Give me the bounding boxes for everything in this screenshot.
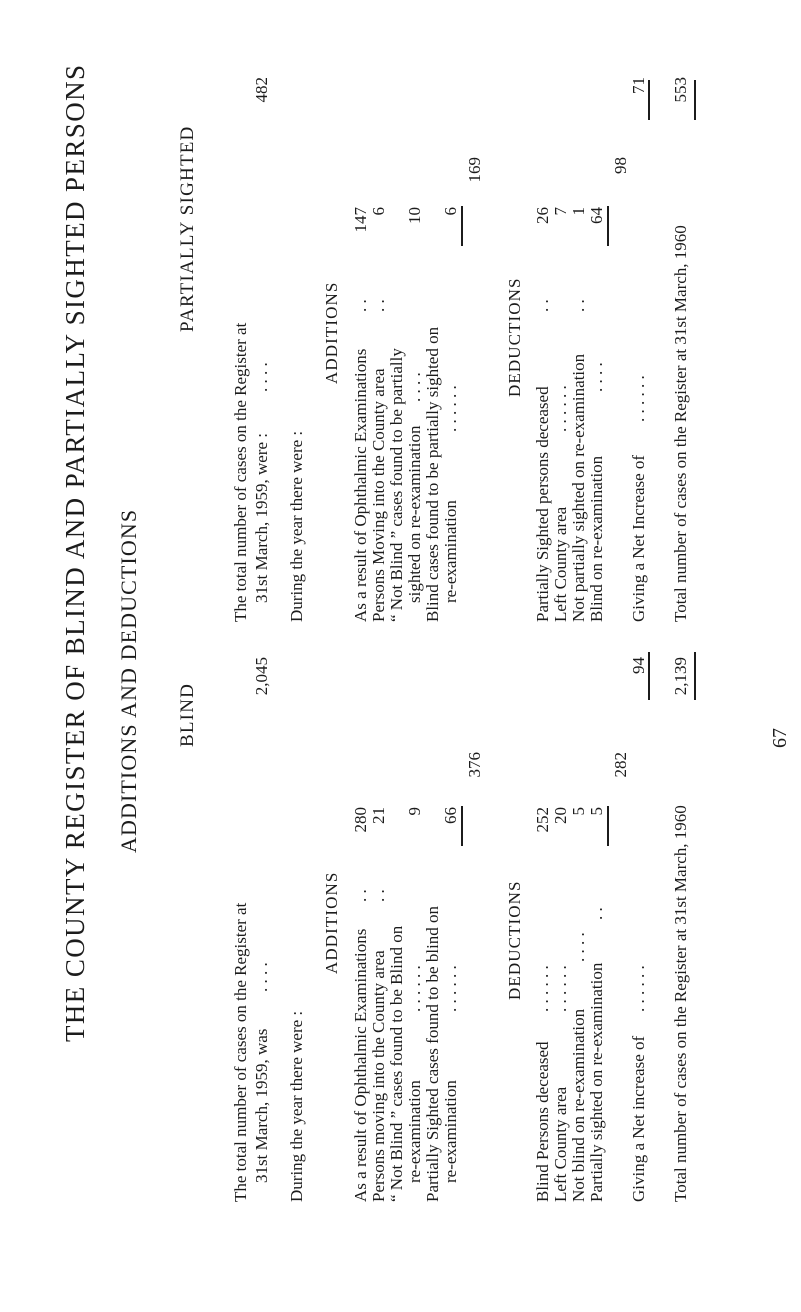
partial-additions-heading: ADDITIONS bbox=[322, 281, 341, 384]
partial-net-leaders: . . . . . . bbox=[629, 375, 648, 422]
blind-addition-text: “ Not Blind ” cases found to be Blind on bbox=[387, 925, 406, 1202]
partial-during-label: During the year there were : bbox=[287, 430, 306, 622]
partial-addition-leaders: . . bbox=[369, 299, 388, 312]
blind-addition-value: 280 bbox=[351, 807, 370, 833]
blind-deduction-leaders: . . . . bbox=[569, 932, 588, 962]
partial-additions-total: 169 bbox=[465, 157, 484, 183]
partial-deduction-leaders: . . bbox=[533, 299, 552, 312]
partial-deduction-value: 64 bbox=[587, 207, 606, 224]
blind-opening-leaders: . . . . bbox=[252, 962, 271, 992]
partial-deductions-total: 98 bbox=[611, 157, 630, 174]
blind-heading: BLIND bbox=[177, 682, 198, 747]
partial-deduction-text: Left County area bbox=[551, 506, 570, 622]
partial-deduction-leaders: . . . . bbox=[587, 362, 606, 392]
blind-addition-value: 66 bbox=[441, 807, 460, 824]
partial-deduction-value: 26 bbox=[533, 207, 552, 224]
partial-net-rule bbox=[648, 80, 650, 120]
blind-deduction-leaders: . . bbox=[587, 907, 606, 920]
partial-addition-leaders: . . . . bbox=[405, 372, 424, 402]
blind-addition-leaders: . . bbox=[351, 889, 370, 902]
partial-addition-text: “ Not Blind ” cases found to be partially bbox=[387, 348, 406, 622]
partial-addition-text: Persons Moving into the County area bbox=[369, 368, 388, 622]
blind-deduction-text: Left County area bbox=[551, 1086, 570, 1202]
partial-addition-text: Blind cases found to be partially sighted on bbox=[423, 326, 442, 622]
blind-opening-line2: 31st March, 1959, was bbox=[252, 1028, 271, 1183]
partial-final-text: Total number of cases on the Register at 31st March, 1960 bbox=[671, 225, 690, 622]
blind-deduction-leaders: . . . . . . bbox=[551, 965, 570, 1012]
blind-deductions-total: 282 bbox=[611, 752, 630, 778]
blind-deduction-text: Not blind on re-examination bbox=[569, 1008, 588, 1202]
blind-addition-leaders: . . bbox=[369, 889, 388, 902]
blind-net-leaders: . . . . . . bbox=[629, 965, 648, 1012]
partial-deduction-leaders: . . bbox=[569, 299, 588, 312]
blind-addition-text: Partially Sighted cases found to be blind on bbox=[423, 905, 442, 1202]
partial-deduction-value: 1 bbox=[569, 207, 588, 216]
blind-final-value: 2,139 bbox=[671, 657, 690, 696]
partial-addition-leaders: . . . . . . bbox=[441, 385, 460, 432]
blind-deduction-text: Partially sighted on re-examination bbox=[587, 962, 606, 1202]
partial-addition-value: 10 bbox=[405, 207, 424, 224]
partial-deduction-text: Not partially sighted on re-examination bbox=[569, 353, 588, 622]
blind-final-text: Total number of cases on the Register at 31st March, 1960 bbox=[671, 805, 690, 1202]
partial-deductions-rule bbox=[607, 206, 609, 246]
partial-addition-value: 6 bbox=[369, 207, 388, 216]
blind-net-text: Giving a Net increase of bbox=[629, 1035, 648, 1202]
blind-addition-value: 21 bbox=[369, 807, 388, 824]
blind-opening-value: 2,045 bbox=[252, 657, 271, 696]
blind-deductions-heading: DEDUCTIONS bbox=[505, 880, 524, 1000]
partial-deduction-leaders: . . . . . . bbox=[551, 385, 570, 432]
partial-opening-line2: 31st March, 1959, were : bbox=[252, 433, 271, 603]
blind-additions-heading: ADDITIONS bbox=[322, 871, 341, 974]
blind-deduction-text: Blind Persons deceased bbox=[533, 1041, 552, 1202]
blind-deduction-value: 252 bbox=[533, 807, 552, 833]
blind-deduction-value: 5 bbox=[569, 807, 588, 816]
blind-additions-rule bbox=[461, 806, 463, 846]
partial-deductions-heading: DEDUCTIONS bbox=[505, 277, 524, 397]
blind-addition-leaders: . . . . . . bbox=[441, 965, 460, 1012]
partial-opening-value: 482 bbox=[252, 77, 271, 103]
partial-opening-leaders: . . . . bbox=[252, 362, 271, 392]
blind-deduction-value: 20 bbox=[551, 807, 570, 824]
partial-heading: PARTIALLY SIGHTED bbox=[177, 125, 198, 332]
partial-addition-value: 147 bbox=[351, 207, 370, 233]
partial-deduction-value: 7 bbox=[551, 207, 570, 216]
partial-addition-value: 6 bbox=[441, 207, 460, 216]
partial-deduction-text: Blind on re-examination bbox=[587, 455, 606, 622]
blind-addition-text: re-examination bbox=[441, 1080, 460, 1183]
page-number: 67 bbox=[769, 728, 791, 748]
partial-deduction-text: Partially Sighted persons deceased bbox=[533, 386, 552, 622]
blind-net-value: 94 bbox=[629, 657, 648, 674]
partial-addition-text: re-examination bbox=[441, 500, 460, 603]
blind-addition-text: re-examination bbox=[405, 1080, 424, 1183]
partial-addition-text: sighted on re-examination bbox=[405, 425, 424, 603]
page-title: THE COUNTY REGISTER OF BLIND AND PARTIALLY SIGHTED PERSONS bbox=[60, 63, 90, 1042]
partial-net-value: 71 bbox=[629, 77, 648, 94]
partial-final-value: 553 bbox=[671, 77, 690, 103]
blind-opening-line1: The total number of cases on the Register at bbox=[231, 902, 250, 1202]
partial-net-text: Giving a Net Increase of bbox=[629, 454, 648, 622]
page-subtitle: ADDITIONS AND DEDUCTIONS bbox=[116, 508, 141, 853]
partial-opening-line1: The total number of cases on the Register at bbox=[231, 322, 250, 622]
blind-final-rule bbox=[694, 652, 696, 700]
blind-deductions-rule bbox=[607, 806, 609, 846]
partial-additions-rule bbox=[461, 206, 463, 246]
blind-deduction-value: 5 bbox=[587, 807, 606, 816]
blind-addition-text: As a result of Ophthalmic Examinations bbox=[351, 928, 370, 1202]
partial-final-rule bbox=[694, 80, 696, 120]
blind-deduction-leaders: . . . . . . bbox=[533, 965, 552, 1012]
blind-during-label: During the year there were : bbox=[287, 1010, 306, 1202]
blind-additions-total: 376 bbox=[465, 752, 484, 778]
partial-addition-text: As a result of Ophthalmic Examinations bbox=[351, 348, 370, 622]
blind-addition-value: 9 bbox=[405, 807, 424, 816]
partial-addition-leaders: . . bbox=[351, 299, 370, 312]
blind-addition-text: Persons moving into the County area bbox=[369, 950, 388, 1202]
blind-net-rule bbox=[648, 652, 650, 700]
blind-addition-leaders: . . . . . . bbox=[405, 965, 424, 1012]
